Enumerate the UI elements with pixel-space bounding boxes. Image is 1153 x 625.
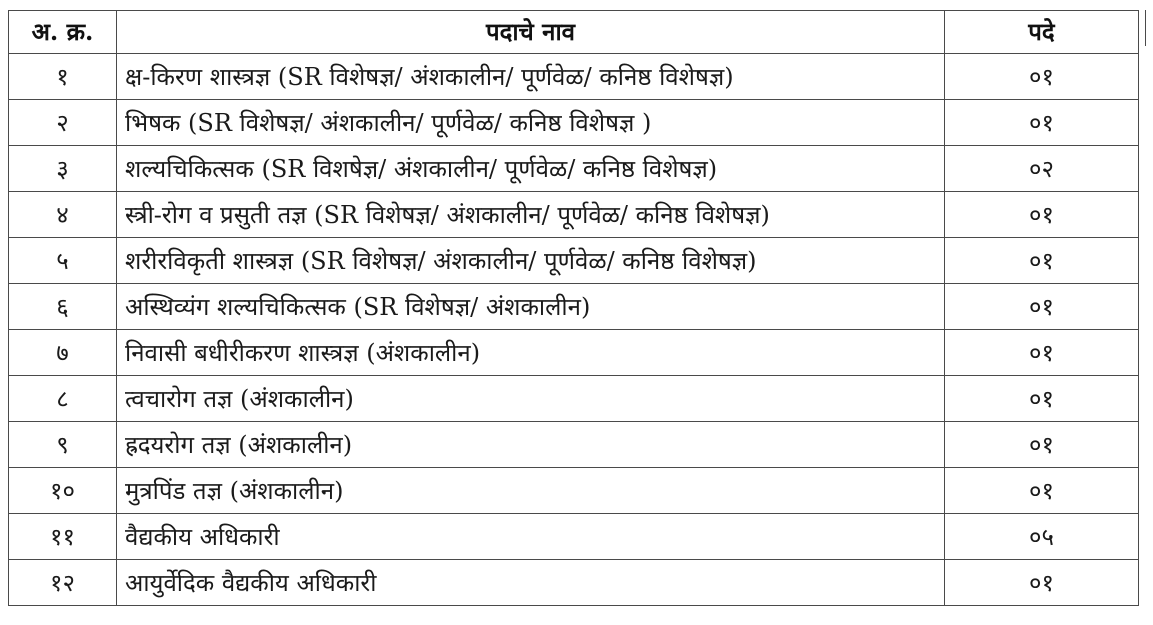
header-post-name: पदाचे नाव xyxy=(117,11,945,54)
table-row xyxy=(9,560,1139,606)
row-post-count: ०१ xyxy=(945,560,1139,606)
row-post-name: वैद्यकीय अधिकारी xyxy=(117,514,945,560)
row-post-count: ०१ xyxy=(945,192,1139,238)
row-post-count: ०१ xyxy=(945,422,1139,468)
row-post-count: ०२ xyxy=(945,146,1139,192)
table-row xyxy=(9,376,1139,422)
row-serial: ८ xyxy=(9,376,117,422)
row-post-count: ०१ xyxy=(945,54,1139,100)
row-serial: १२ xyxy=(9,560,117,606)
table-row xyxy=(9,330,1139,376)
table-row xyxy=(9,284,1139,330)
row-serial: ६ xyxy=(9,284,117,330)
table-row xyxy=(9,100,1139,146)
row-post-count: ०१ xyxy=(945,330,1139,376)
table-row xyxy=(9,146,1139,192)
table-row xyxy=(9,238,1139,284)
row-serial: १ xyxy=(9,54,117,100)
row-post-count: ०१ xyxy=(945,100,1139,146)
row-post-name: क्ष-किरण शास्त्रज्ञ (SR विशेषज्ञ/ अंशकालीन/ पूर्णवेळ/ कनिष्ठ विशेषज्ञ) xyxy=(117,54,945,100)
row-serial: ७ xyxy=(9,330,117,376)
row-post-name: ह्रदयरोग तज्ञ (अंशकालीन) xyxy=(117,422,945,468)
row-post-name: मुत्रपिंड तज्ञ (अंशकालीन) xyxy=(117,468,945,514)
row-post-count: ०१ xyxy=(945,238,1139,284)
row-post-name: आयुर्वेदिक वैद्यकीय अधिकारी xyxy=(117,560,945,606)
table-row xyxy=(9,514,1139,560)
table-row xyxy=(9,54,1139,100)
row-post-count: ०१ xyxy=(945,468,1139,514)
table-header xyxy=(9,11,1139,54)
row-serial: ४ xyxy=(9,192,117,238)
row-post-count: ०५ xyxy=(945,514,1139,560)
row-post-count: ०१ xyxy=(945,284,1139,330)
row-post-name: भिषक (SR विशेषज्ञ/ अंशकालीन/ पूर्णवेळ/ कनिष्ठ विशेषज्ञ ) xyxy=(117,100,945,146)
row-post-count: ०१ xyxy=(945,376,1139,422)
row-post-name: निवासी बधीरीकरण शास्त्रज्ञ (अंशकालीन) xyxy=(117,330,945,376)
row-serial: २ xyxy=(9,100,117,146)
row-serial: ११ xyxy=(9,514,117,560)
posts-table xyxy=(8,10,1139,606)
row-serial: ९ xyxy=(9,422,117,468)
row-post-name: शरीरविकृती शास्त्रज्ञ (SR विशेषज्ञ/ अंशकालीन/ पूर्णवेळ/ कनिष्ठ विशेषज्ञ) xyxy=(117,238,945,284)
header-serial: अ. क्र. xyxy=(9,11,117,54)
row-post-name: स्त्री-रोग व प्रसुती तज्ञ (SR विशेषज्ञ/ अंशकालीन/ पूर्णवेळ/ कनिष्ठ विशेषज्ञ) xyxy=(117,192,945,238)
row-post-name: त्वचारोग तज्ञ (अंशकालीन) xyxy=(117,376,945,422)
table-row xyxy=(9,192,1139,238)
header-row xyxy=(9,11,1139,54)
table-row xyxy=(9,422,1139,468)
header-posts: पदे xyxy=(945,11,1139,54)
row-serial: ३ xyxy=(9,146,117,192)
table-body xyxy=(9,54,1139,606)
row-post-name: शल्यचिकित्सक (SR विशषेज्ञ/ अंशकालीन/ पूर्णवेळ/ कनिष्ठ विशेषज्ञ) xyxy=(117,146,945,192)
row-serial: ५ xyxy=(9,238,117,284)
table-row xyxy=(9,468,1139,514)
row-post-name: अस्थिव्यंग शल्यचिकित्सक (SR विशेषज्ञ/ अंशकालीन) xyxy=(117,284,945,330)
row-serial: १० xyxy=(9,468,117,514)
adjacent-column-border xyxy=(1145,10,1146,46)
